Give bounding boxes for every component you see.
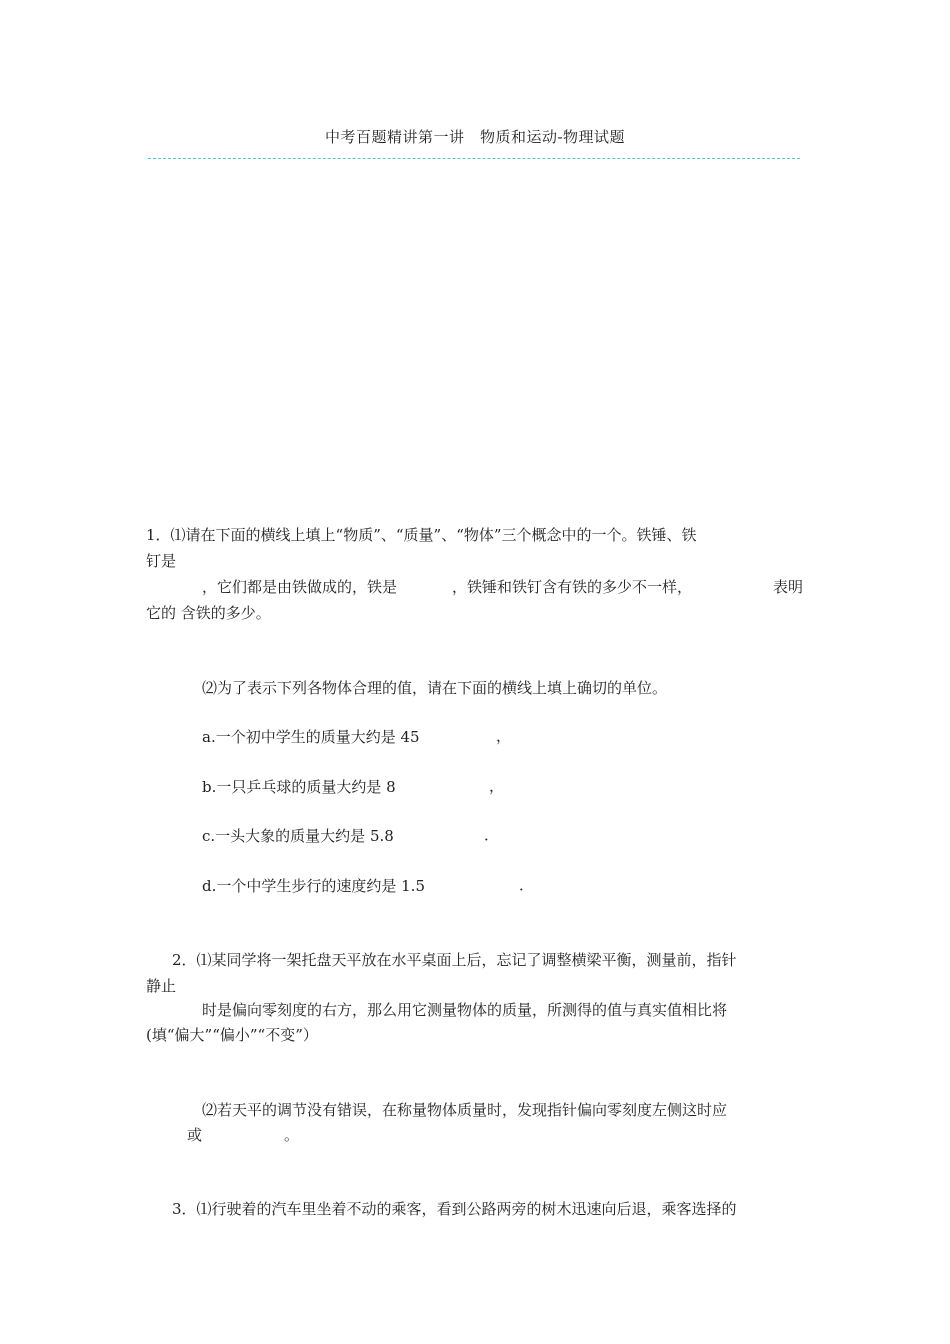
q1-item-a: a.一个初中学生的质量大约是 45 xyxy=(202,728,420,746)
q1-line-3c: 表明 xyxy=(773,578,804,596)
q1-line-1: 1．⑴请在下面的横线上填上“物质”、“质量”、“物体”三个概念中的一个。铁锤、铁 xyxy=(146,526,697,544)
q3-line-1: 3．⑴行驶着的汽车里坐着不动的乘客，看到公路两旁的树木迅速向后退，乘客选择的 xyxy=(172,1200,737,1218)
q1-line-3b: ，铁锤和铁钉含有铁的多少不一样， xyxy=(452,578,693,596)
q1-item-a-tail: ， xyxy=(496,728,512,745)
q2-sub-line-2a: 或 xyxy=(187,1126,203,1144)
q1-item-d-tail: ． xyxy=(519,877,535,894)
q2-sub-line-1: ⑵若天平的调节没有错误，在称量物体质量时，发现指针偏向零刻度左侧这时应 xyxy=(202,1101,728,1119)
q1-item-c-tail: ． xyxy=(484,827,500,844)
q1-line-3a: ，它们都是由铁做成的，铁是 xyxy=(202,578,398,596)
q1-line-2: 钉是 xyxy=(146,552,177,570)
q2-line-4: (填“偏大”“偏小”“不变”） xyxy=(146,1026,318,1044)
q1-item-c: c.一头大象的质量大约是 5.8 xyxy=(202,827,394,845)
page-title: 中考百题精讲第一讲 物质和运动-物理试题 xyxy=(324,128,626,146)
q1-item-d: d.一个中学生步行的速度约是 1.5 xyxy=(202,877,425,895)
q1-sub-intro: ⑵为了表示下列各物体合理的值，请在下面的横线上填上确切的单位。 xyxy=(202,679,668,697)
q1-item-b: b.一只乒乓球的质量大约是 8 xyxy=(202,778,396,796)
q2-line-2: 静止 xyxy=(146,977,177,995)
header-divider xyxy=(148,158,800,159)
q2-sub-line-2b: 。 xyxy=(284,1126,300,1144)
q2-line-3: 时是偏向零刻度的右方，那么用它测量物体的质量，所测得的值与真实值相比将 xyxy=(202,1001,728,1019)
q1-line-4: 它的 含铁的多少。 xyxy=(146,604,271,622)
q1-item-b-tail: ， xyxy=(489,778,505,795)
q2-line-1: 2．⑴某同学将一架托盘天平放在水平桌面上后，忘记了调整横梁平衡，测量前，指针 xyxy=(172,951,737,969)
